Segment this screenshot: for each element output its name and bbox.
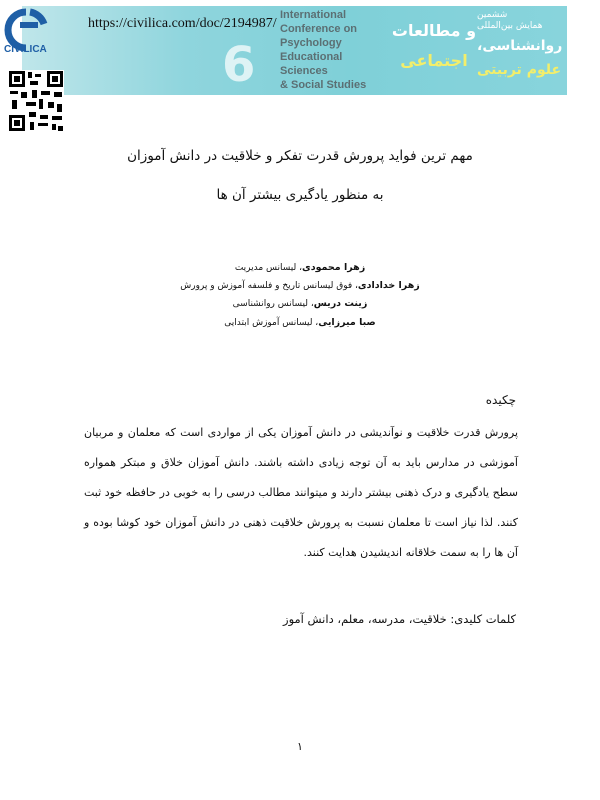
banner-fa-line2: علوم تربیتی: [477, 62, 562, 78]
banner-ordinal: ششمین: [477, 10, 508, 20]
document-url[interactable]: https://civilica.com/doc/2194987/: [88, 16, 277, 31]
banner-type: همایش بین‌المللی: [477, 21, 543, 31]
author-3: [100, 298, 500, 310]
author-name: صبا میرزایی: [318, 317, 376, 328]
banner-fa-line4: اجتماعی: [400, 51, 468, 70]
page-number: ۱: [297, 740, 303, 753]
author-name: زهرا خدادادی: [357, 280, 420, 291]
author-name: زهرا محمودی: [302, 262, 366, 273]
banner-english-title: International Conference on Psychology Educational Sciences & Social Studies: [280, 9, 367, 91]
banner-fa-line1: روانشناسی،: [477, 38, 563, 54]
logo-text: CIVILICA: [4, 44, 47, 55]
author-affiliation: ، لیسانس آموزش ابتدایی: [224, 318, 319, 328]
author-affiliation: ، فوق لیسانس تاریخ و فلسفه آموزش و پرورش: [180, 281, 358, 291]
banner-fa-line3: و مطالعات: [391, 21, 477, 40]
qr-code-icon: [8, 70, 64, 132]
author-2: [100, 280, 500, 292]
author-affiliation: ، لیسانس روانشناسی: [232, 299, 314, 309]
banner-number: 6: [222, 37, 256, 93]
paper-title-line1: مهم ترین فواید پرورش قدرت تفکر و خلاقیت در دانش آموزان: [127, 148, 473, 164]
author-affiliation: ، لیسانس مدیریت: [234, 263, 303, 273]
abstract-text: پرورش قدرت خلاقیت و نوآندیشی در دانش آموزان یکی از مواردی است که معلمان و مربیان آموزشی در مدارس باید به آن توجه زیادی داشته باشند. دانش آموزان خلاق و مبتکر همواره سطح یادگیری و درک ذهنی بیشتر دارند و میتوانند مطالب درسی را به خوبی در حافظه خود ثبت کنند. لذا نیاز است تا معلمان نسبت به پرورش خلاقیت ذهنی در دانش آموزان خود کوشا بوده و آن ها را به سمت خلاقانه اندیشیدن هدایت کنند.: [84, 426, 518, 559]
author-name: زینت دریس: [313, 298, 368, 309]
abstract-heading: چکیده: [485, 393, 516, 407]
author-1: [100, 262, 500, 274]
author-4: [100, 317, 500, 329]
keywords: کلمات کلیدی: خلاقیت، مدرسه، معلم، دانش آموز: [283, 612, 516, 626]
banner-right-column: [477, 10, 561, 80]
paper-title-line2: به منظور یادگیری بیشتر آن ها: [216, 187, 384, 203]
banner-middle-column: [390, 20, 478, 72]
